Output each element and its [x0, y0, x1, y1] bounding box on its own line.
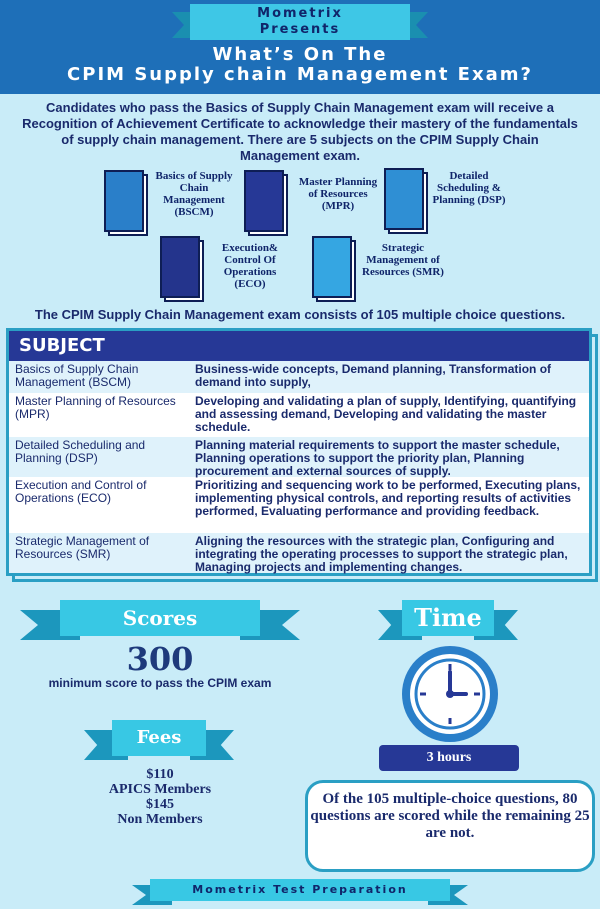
subject-table [6, 328, 592, 576]
nonmember-price: $145 [146, 797, 174, 812]
page-header [0, 0, 600, 94]
table-row [9, 393, 589, 437]
book-icon-dsp [384, 168, 428, 234]
min-score-value: 300 [126, 640, 194, 678]
time-label: Time [402, 600, 494, 636]
scores-label: Scores [60, 600, 260, 636]
table-row [9, 361, 589, 393]
intro-text: Candidates who pass the Basics of Supply Chain Management exam will receive a Recognition of Achievement Certificate to acknowledge their mastery of the fundamentals of supply chain management. There are 5 subjects on the CPIM Supply Chain Management exam. [22, 100, 578, 163]
book-icon-mpr [244, 170, 288, 236]
book-icon-smr [312, 236, 356, 302]
book-icon-bscm [104, 170, 148, 236]
page-title-line1: What’s On The [212, 44, 388, 65]
table-row [9, 477, 589, 533]
presents-ribbon [190, 4, 410, 40]
fees-label: Fees [112, 720, 206, 756]
subject-desc: Aligning the resources with the strategic plan, Configuring and integrating the operating processes to support the strategic plan, Managing projects and implementing changes. [195, 534, 568, 574]
member-label: APICS Members [108, 782, 212, 797]
table-row [9, 533, 589, 573]
subject-name: Basics of Supply Chain Management (BSCM) [15, 362, 139, 389]
ribbon-body [190, 4, 410, 40]
subject-name: Master Planning of Resources (MPR) [15, 394, 176, 421]
presents-line2: Presents [259, 22, 341, 37]
min-score-desc: minimum score to pass the CPIM exam [48, 676, 272, 690]
nonmember-label: Non Members [117, 812, 203, 827]
exam-duration: 3 hours [379, 745, 519, 771]
fees-banner [84, 720, 234, 764]
book-label-eco: Execution& Control Of Operations (ECO) [221, 242, 279, 290]
subject-name: Detailed Scheduling and Planning (DSP) [15, 438, 146, 465]
subject-heading: SUBJECT [9, 331, 589, 361]
fees-details [60, 767, 260, 827]
clock-icon [400, 644, 500, 744]
book-label-smr: Strategic Management of Resources (SMR) [362, 242, 444, 278]
footer-ribbon [150, 879, 450, 903]
subject-name: Strategic Management of Resources (SMR) [15, 534, 150, 561]
book-label-dsp: Detailed Scheduling & Planning (DSP) [432, 170, 506, 206]
book-label-bscm: Basics of Supply Chain Management (BSCM) [155, 170, 233, 218]
scored-questions-note: Of the 105 multiple-choice questions, 80 questions are scored while the remaining 25 are not. [305, 780, 595, 872]
page-title-line2: CPIM Supply chain Management Exam? [67, 64, 533, 85]
subject-name: Execution and Control of Operations (ECO) [15, 478, 147, 505]
footer-label: Mometrix Test Preparation [150, 879, 450, 901]
exam-count-text: The CPIM Supply Chain Management exam consists of 105 multiple choice questions. [34, 307, 566, 322]
time-banner [378, 600, 518, 646]
book-label-mpr: Master Planning of Resources (MPR) [298, 176, 378, 212]
subject-desc: Developing and validating a plan of supply, Identifying, quantifying and assessing demand, Developing and validating the master schedule. [195, 394, 577, 434]
book-icon-eco [160, 236, 204, 302]
presents-line1: Mometrix [257, 6, 343, 21]
subject-desc: Planning material requirements to support the master schedule, Planning operations to support the priority plan, Planning procurement and external sources of supply. [195, 438, 560, 478]
table-row [9, 437, 589, 477]
subject-desc: Business-wide concepts, Demand planning, Transformation of demand into supply, [195, 362, 552, 389]
subject-desc: Prioritizing and sequencing work to be performed, Executing plans, implementing physical controls, and reporting results of activities performed, Evaluating performance and providing feedback. [195, 478, 581, 518]
member-price: $110 [146, 767, 174, 782]
